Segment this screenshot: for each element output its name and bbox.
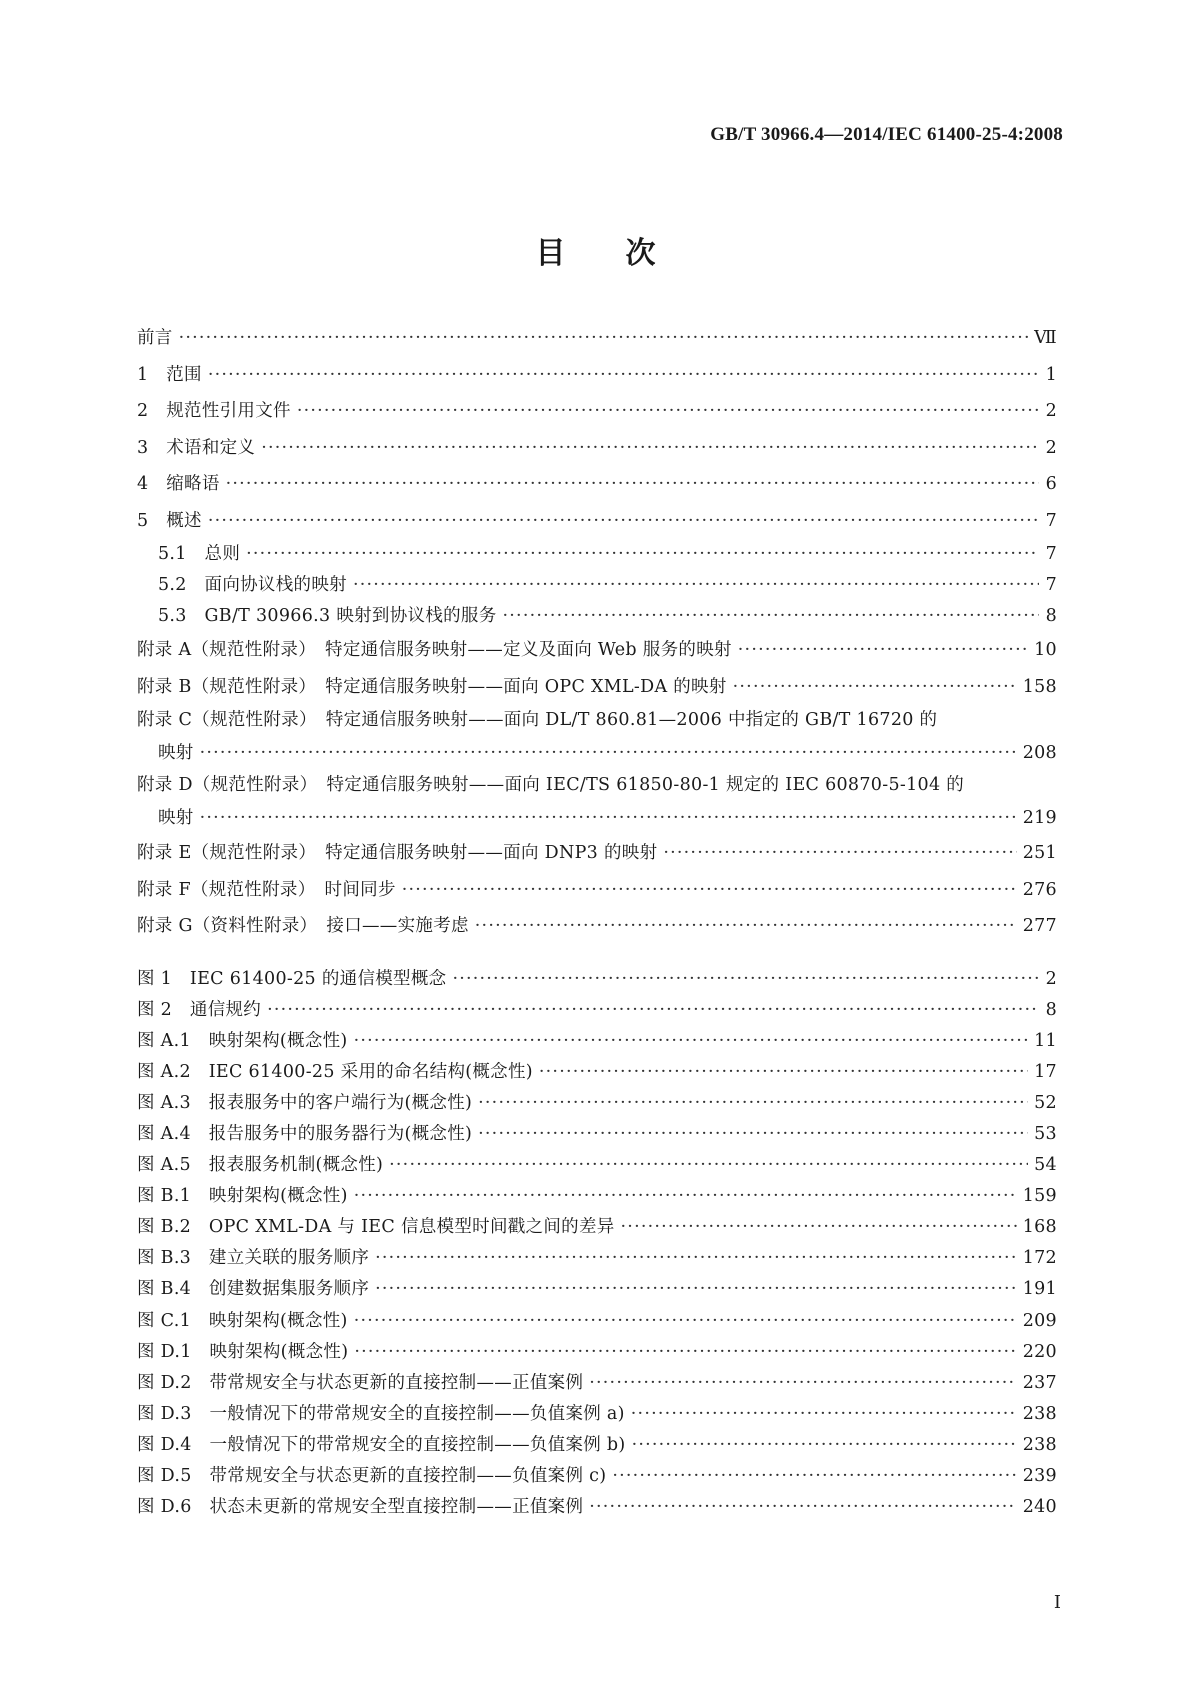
toc-entry-page-number: 2	[1045, 437, 1057, 458]
toc-entry-label: 5.1 总则	[158, 544, 241, 564]
toc-entry-label: 映射	[158, 808, 194, 828]
toc-entry-label: 附录 E（规范性附录） 特定通信服务映射——面向 DNP3 的映射	[137, 843, 658, 863]
dot-leader	[389, 1150, 1028, 1181]
figure-entry-page-number: 209	[1022, 1310, 1057, 1331]
dot-leader	[267, 995, 1039, 1026]
dot-leader	[179, 320, 1029, 357]
figure-entry-label: 图 D.6 状态未更新的常规安全型直接控制——正值案例	[137, 1497, 584, 1518]
toc-entry[interactable]	[137, 908, 1057, 945]
figure-entry-label: 图 D.1 映射架构(概念性)	[137, 1341, 349, 1362]
dot-leader	[226, 466, 1039, 503]
toc-entry[interactable]	[137, 705, 1057, 736]
figure-entry-page-number: 54	[1034, 1155, 1057, 1176]
figure-entry-label: 图 A.1 映射架构(概念性)	[137, 1030, 348, 1051]
toc-entry-page-number: 1	[1045, 364, 1057, 385]
dot-leader	[621, 1212, 1017, 1243]
figure-entry-page-number: 172	[1022, 1248, 1057, 1269]
figure-entry[interactable]	[137, 1337, 1057, 1368]
figure-entry-label: 图 B.4 创建数据集服务顺序	[137, 1279, 370, 1300]
figure-entry-label: 图 C.1 映射架构(概念性)	[137, 1310, 348, 1331]
toc-entry-label: 1 范围	[137, 364, 202, 385]
toc-entry[interactable]	[137, 357, 1057, 394]
toc-entry-label: 附录 G（资料性附录） 接口——实施考虑	[137, 916, 469, 936]
dot-leader	[208, 503, 1039, 540]
toc-entry-label: 附录 F（规范性附录） 时间同步	[137, 879, 396, 900]
figure-entry-page-number: 53	[1034, 1123, 1057, 1144]
toc-entry-label: 附录 C（规范性附录） 特定通信服务映射——面向 DL/T 860.81—2006 中指定的 GB/T 16720 的	[137, 710, 938, 730]
figure-entry-label: 图 A.3 报表服务中的客户端行为(概念性)	[137, 1092, 473, 1113]
toc-entry-label: 前言	[137, 328, 173, 348]
footer-page-number: I	[1053, 1592, 1061, 1613]
dot-leader	[402, 872, 1017, 909]
figure-entry[interactable]	[137, 1119, 1057, 1150]
figure-entry-label: 图 B.2 OPC XML-DA 与 IEC 信息模型时间戳之间的差异	[137, 1217, 615, 1238]
toc-entry-page-number: 276	[1022, 879, 1057, 900]
dot-leader	[261, 430, 1039, 467]
toc-entry-page-number: 251	[1022, 843, 1057, 863]
figure-entry[interactable]	[137, 1461, 1057, 1492]
figure-entry-page-number: 240	[1022, 1497, 1057, 1518]
figure-entry[interactable]	[137, 1306, 1057, 1337]
figure-entry-label: 图 D.5 带常规安全与状态更新的直接控制——负值案例 c)	[137, 1466, 607, 1486]
figure-entry-label: 图 2 通信规约	[137, 999, 262, 1020]
dot-leader	[478, 1119, 1028, 1150]
dot-leader	[354, 1306, 1017, 1337]
figure-entry[interactable]	[137, 1181, 1057, 1212]
figure-entry[interactable]	[137, 1274, 1057, 1305]
toc-entry[interactable]	[137, 835, 1057, 872]
toc-entry[interactable]	[137, 632, 1057, 669]
dot-leader	[200, 736, 1017, 770]
toc-entry-page-number: 8	[1045, 606, 1057, 626]
toc-entry[interactable]	[137, 770, 1057, 801]
figure-entry[interactable]	[137, 1492, 1057, 1523]
figure-entry-page-number: 238	[1022, 1434, 1057, 1455]
figure-entry-label: 图 A.4 报告服务中的服务器行为(概念性)	[137, 1123, 473, 1144]
toc-entry[interactable]	[137, 503, 1057, 540]
toc-entry-page-number: 2	[1045, 401, 1057, 421]
toc-entry-page-number: 10	[1034, 640, 1057, 660]
dot-leader	[475, 908, 1017, 945]
toc-entry-label: 4 缩略语	[137, 474, 220, 494]
figure-entry[interactable]	[137, 1430, 1057, 1461]
toc-entry-page-number: 7	[1045, 510, 1057, 531]
dot-leader	[354, 1026, 1029, 1057]
dot-leader	[354, 1337, 1016, 1368]
figure-entry-label: 图 1 IEC 61400-25 的通信模型概念	[137, 968, 447, 989]
figure-entry-label: 图 B.3 建立关联的服务顺序	[137, 1248, 370, 1269]
dot-leader	[375, 1274, 1017, 1305]
figure-entry-page-number: 168	[1022, 1217, 1057, 1238]
toc-entry-label: 2 规范性引用文件	[137, 401, 291, 421]
toc-entry-page-number: 208	[1022, 743, 1057, 763]
dot-leader	[738, 632, 1028, 669]
dot-leader	[478, 1088, 1028, 1119]
figure-entry-label: 图 D.3 一般情况下的带常规安全的直接控制——负值案例 a)	[137, 1403, 625, 1424]
toc-entry[interactable]	[137, 539, 1057, 570]
figure-entry-label: 图 A.2 IEC 61400-25 采用的命名结构(概念性)	[137, 1061, 533, 1082]
toc-entry-label: 映射	[158, 743, 194, 763]
toc-entry-label: 3 术语和定义	[137, 437, 256, 458]
figure-entry[interactable]	[137, 1150, 1057, 1181]
dot-leader	[612, 1461, 1016, 1492]
figure-entry[interactable]	[137, 1088, 1057, 1119]
figure-entry-page-number: 52	[1034, 1092, 1057, 1113]
toc-entry[interactable]	[137, 320, 1057, 357]
dot-leader	[246, 539, 1039, 570]
figure-entry-page-number: 237	[1022, 1372, 1057, 1393]
figure-entry-page-number: 159	[1022, 1186, 1057, 1207]
dot-leader	[200, 801, 1017, 835]
dot-leader	[663, 835, 1016, 872]
toc-entry-label: 5 概述	[137, 510, 202, 531]
dot-leader	[297, 393, 1039, 430]
toc-entry[interactable]	[137, 872, 1057, 909]
toc-entry[interactable]	[137, 601, 1057, 632]
figure-entry-page-number: 191	[1022, 1279, 1057, 1300]
toc-entry-label: 附录 A（规范性附录） 特定通信服务映射——定义及面向 Web 服务的映射	[137, 640, 732, 660]
dot-leader	[375, 1243, 1017, 1274]
figure-entry-page-number: 8	[1045, 999, 1057, 1020]
toc-entry-label: 5.2 面向协议栈的映射	[158, 575, 347, 595]
figure-entry[interactable]	[137, 1212, 1057, 1243]
figure-entry-page-number: 220	[1022, 1341, 1057, 1362]
toc-entry-label: 5.3 GB/T 30966.3 映射到协议栈的服务	[158, 606, 497, 626]
figure-entry-page-number: 2	[1045, 968, 1057, 989]
dot-leader	[452, 964, 1039, 995]
dot-leader	[208, 357, 1039, 394]
toc-entry-page-number: 7	[1045, 575, 1057, 595]
toc-entry-page-number: 219	[1022, 808, 1057, 828]
toc-main-list	[137, 320, 1057, 945]
dot-leader	[539, 1057, 1028, 1088]
dot-leader	[503, 601, 1039, 632]
toc-entry-page-number: 7	[1045, 544, 1057, 564]
figure-entry-label: 图 D.2 带常规安全与状态更新的直接控制——正值案例	[137, 1372, 584, 1393]
dot-leader	[354, 1181, 1017, 1212]
toc-entry-page-number: 6	[1045, 474, 1057, 494]
toc-entry[interactable]	[137, 570, 1057, 601]
dot-leader	[589, 1492, 1016, 1523]
figure-entry-label: 图 D.4 一般情况下的带常规安全的直接控制——负值案例 b)	[137, 1434, 626, 1455]
dot-leader	[353, 570, 1039, 601]
toc-entry[interactable]	[137, 736, 1057, 770]
toc-entry[interactable]	[137, 430, 1057, 467]
dot-leader	[733, 669, 1017, 706]
toc-entry[interactable]	[137, 801, 1057, 835]
dot-leader	[632, 1430, 1017, 1461]
figure-entry[interactable]	[137, 995, 1057, 1026]
toc-entry[interactable]	[137, 466, 1057, 503]
figure-entry[interactable]	[137, 1243, 1057, 1274]
figure-entry-page-number: 239	[1022, 1466, 1057, 1486]
figure-entry[interactable]	[137, 1399, 1057, 1430]
toc-entry-label: 附录 B（规范性附录） 特定通信服务映射——面向 OPC XML-DA 的映射	[137, 676, 727, 697]
figure-entry[interactable]	[137, 964, 1057, 995]
toc-entry-page-number: Ⅶ	[1034, 328, 1057, 348]
table-of-contents	[137, 320, 1057, 1523]
figure-entry-label: 图 A.5 报表服务机制(概念性)	[137, 1155, 384, 1176]
toc-entry[interactable]	[137, 669, 1057, 706]
standard-code: GB/T 30966.4—2014/IEC 61400-25-4:2008	[710, 124, 1063, 145]
figure-entry-page-number: 238	[1022, 1403, 1057, 1424]
toc-figure-list	[137, 964, 1057, 1524]
toc-entry[interactable]	[137, 393, 1057, 430]
page-title: 目 次	[535, 236, 656, 271]
figure-entry-label: 图 B.1 映射架构(概念性)	[137, 1186, 348, 1207]
figure-entry[interactable]	[137, 1057, 1057, 1088]
figure-entry-page-number: 11	[1034, 1030, 1057, 1051]
figure-entry-page-number: 17	[1034, 1061, 1057, 1082]
toc-entry-label: 附录 D（规范性附录） 特定通信服务映射——面向 IEC/TS 61850-80-1 规定的 IEC 60870-5-104 的	[137, 775, 965, 795]
figure-entry[interactable]	[137, 1026, 1057, 1057]
dot-leader	[589, 1368, 1016, 1399]
figure-entry[interactable]	[137, 1368, 1057, 1399]
dot-leader	[631, 1399, 1017, 1430]
toc-entry-page-number: 277	[1022, 916, 1057, 936]
toc-entry-page-number: 158	[1022, 676, 1057, 697]
